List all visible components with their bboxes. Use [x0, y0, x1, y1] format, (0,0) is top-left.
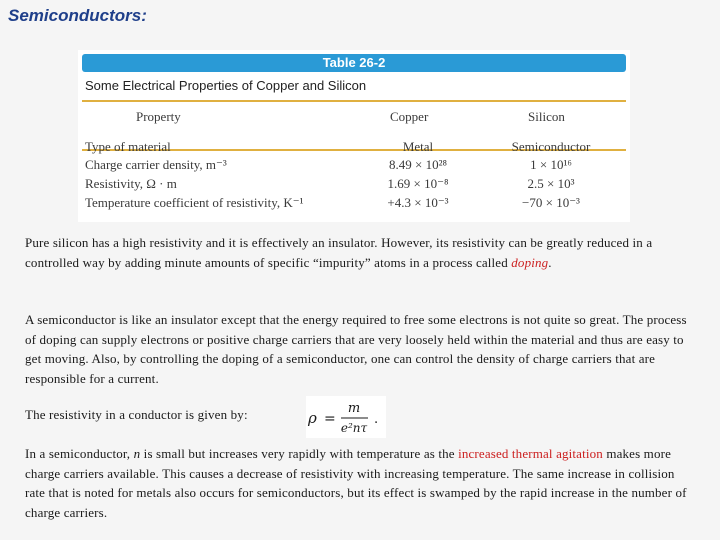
table-cell-property: Type of material: [85, 139, 171, 154]
paragraph-semiconductor: A semiconductor is like an insulator except that the energy required to free some electrons is not quite so great. The process of doping can supply electrons or positive charge carriers that are very loosely held within the material and thus are easy to get moving. Also, by controlling the doping of a semiconductor, one can control the density of charge carriers that are responsible for a current.: [25, 312, 687, 386]
table-cell-copper: +4.3 × 10⁻³: [387, 195, 449, 210]
table-cell-silicon: −70 × 10⁻³: [522, 195, 580, 210]
paragraph-temperature-a: In a semiconductor,: [25, 446, 134, 461]
header-silicon: Silicon: [528, 109, 565, 124]
table-caption: Some Electrical Properties of Copper and Silicon: [85, 78, 367, 93]
properties-table: [78, 50, 630, 222]
formula-numerator: m: [347, 401, 361, 416]
table-cell-silicon: 2.5 × 10³: [527, 176, 575, 191]
paragraph-temperature-b: is small but increases very rapidly with temperature as the: [140, 446, 459, 461]
thermal-agitation-term: increased thermal agitation: [458, 446, 603, 461]
paragraph-doping-end: .: [548, 254, 552, 270]
table-cell-copper: 1.69 × 10⁻⁸: [387, 176, 449, 191]
table-cell-property: Resistivity, Ω · m: [85, 176, 177, 191]
table-number: Table 26-2: [82, 54, 626, 72]
resistivity-formula: [306, 396, 386, 438]
header-copper: Copper: [390, 109, 429, 124]
paragraph-doping-text: Pure silicon has a high resistivity and it is effectively an insulator. However, its resistivity can be greatly reduced in a controlled way by adding minute amounts of specific “impurity” atoms in a process called: [25, 235, 653, 270]
formula-denominator: e²nτ: [340, 421, 368, 435]
formula-equals: =: [324, 411, 336, 427]
formula-rho: ρ: [308, 409, 317, 427]
table-cell-copper: 8.49 × 10²⁸: [388, 157, 447, 172]
paragraph-resistivity-intro: The resistivity in a conductor is given by:: [25, 407, 248, 422]
table-cell-silicon: Semiconductor: [511, 139, 591, 154]
formula-period: .: [374, 412, 379, 427]
table-cell-property: Temperature coefficient of resistivity, K⁻¹: [85, 195, 304, 210]
slide-title: Semiconductors:: [8, 6, 147, 25]
variable-n: n: [133, 446, 141, 461]
doping-term: doping: [511, 254, 549, 270]
table-cell-property: Charge carrier density, m⁻³: [85, 157, 227, 172]
table-cell-silicon: 1 × 10¹⁶: [530, 157, 572, 172]
paragraph-doping: [25, 233, 695, 272]
header-property: Property: [136, 109, 181, 124]
paragraph-temperature: [25, 444, 695, 522]
table-rule-top: [82, 100, 626, 102]
table-cell-copper: Metal: [402, 139, 434, 154]
paragraph-temperature-c: makes more charge carriers available. This causes a decrease of resistivity with increasing temperature. The same increase in collision rate that is noted for metals also occurs for semiconductors, but its effect is swamped by the rapid increase in the number of charge carriers.: [25, 446, 687, 520]
